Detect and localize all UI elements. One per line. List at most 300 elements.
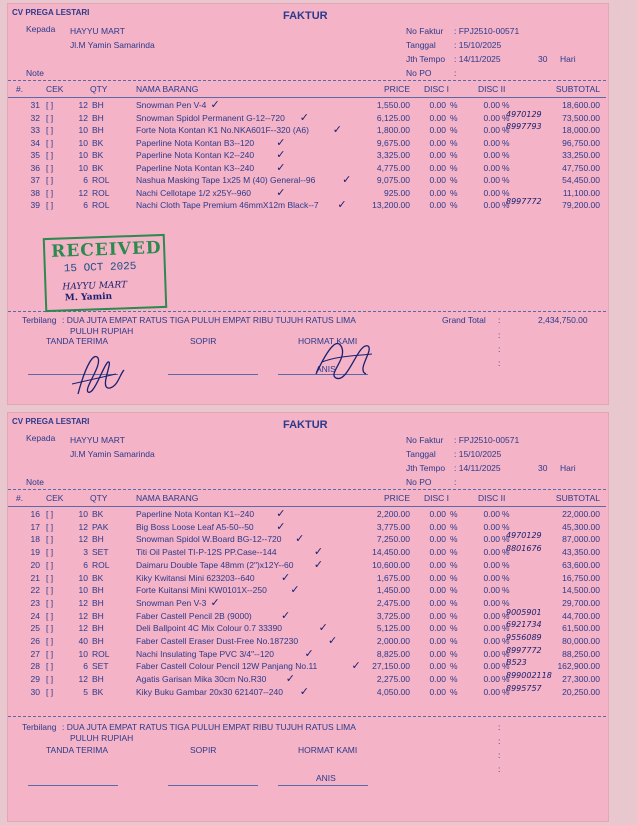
handwritten-code: 8995757: [506, 683, 542, 693]
row-price: 3,725.00: [376, 610, 410, 621]
row-name: Forte Nota Kontan K1 No.NKA601F--320 (A6): [136, 125, 309, 135]
row-disc2: 0.00: [483, 610, 500, 621]
row-name: Paperline Nota Kontan K2--240: [136, 150, 255, 160]
row-cek: [ ]: [46, 100, 54, 110]
invoice-copy-bottom: CV PREGA LESTARI FAKTUR Kepada HAYYU MART Jl.M Yamin Samarinda Note No Faktur : FPJ2510-00571 Tanggal : 15/10/2025 Jth Tempo : 14/11/2025 30 Hari No PO : #. CEK QTY NAMA BARANG PRICE DISC I DISC II SUBTOTAL 16 [ ] 10 BK Paperline Nota Kontan K1--240 2,200.00 0.00 % 0.00 % 22,000.00 ✓ 17 [ ] 12 PAK Big Boss Loose Leaf A5-50--50 3,775.00 0.00 % 0.00 % 45,300.00 ✓ 18 [ ] 12 BH Snowman Spidol W.Board BG-12--720 7,250.00 0.00 % 0.00 % 87,000.00 ✓ 4970129 19 [ ] 3 SET Titi Oil Pastel TI-P-12S PP.Case--144 14,450.00 0.00 % 0.00 % 43,350.00 ✓ 8801676 20 [ ] 6 ROL Daimaru Double Tape 48mm (2")x12Y--60 10,600.00 0.00 % 0.00 % 63,600.00 ✓ 21 [ ] 10 BK Kiky Kwitansi Mini 623203--640 1,675.00 0.00 % 0.00 % 16,750.00 ✓ 22 [ ] 10 BH Forte Kuitansi Mini KW0101X--250 1,450.00 0.00 % 0.00 % 14,500.00 ✓ 23 [ ] 12 BH Snowman Pen V-3 2,475.00 0.00 % 0.00 % 29,700.00 ✓ 24 [ ] 12 BH Faber Castell Pencil 2B (9000) 3,725.00 0.00 % 0.00 % 44,700.00 ✓ 9005901 25 [ ] 12 BH Deli Ballpoint 4C Mix Colour 0.7 33390 5,125.00 0.00 % 0.00 % 61,500.00 ✓ 6921734 26 [ ] 40 BH Faber Castell Eraser Dust-Free No.187230 2,000.00 0.00 % 0.00 % 80,000.00 ✓ 9556089 27 [ ] 10 ROL Nachi Insulating Tape PVC 3/4"--120 8,825.00 0.00 % 0.00 % 88,250.00 ✓ 8997772 28 [ ] 6 SET Faber Castell Colour Pencil 12W Panjang No.11 27,150.00 0.00 % 0.00 % 162,900.00 ✓ B523 29 [ ] 12 BH Agatis Garisan Mika 30cm No.R30 2,275.00 0.00 % 0.00 % 27,300.00 ✓ 899002118 30 [ ] 5 BK Kiky Buku Gambar 20x30 621407--240 4,050.00 0.00 % 0.00 % 20,250.00 ✓ 8995757 Terbilang : DUA JUTA EMPAT RATUS TIGA PULUH EMPAT RIBU TUJUH RATUS LIMA PULUH RUPIAH : : : : TANDA TERIMA SOPIR HORMAT KAMI ANIS: [8, 413, 608, 821]
row-disc1: 0.00: [429, 661, 446, 672]
check-mark-icon: ✓: [276, 520, 286, 533]
row-disc1-pct: %: [450, 559, 458, 570]
row-qty: 12: [78, 534, 88, 545]
row-disc2-pct: %: [502, 597, 510, 608]
row-disc1-pct: %: [450, 534, 458, 545]
check-mark-icon: ✓: [332, 124, 342, 136]
row-disc2-pct: %: [502, 686, 510, 697]
row-disc2: 0.00: [483, 585, 500, 596]
row-unit: BK: [92, 686, 104, 697]
row-subtotal: 79,200.00: [562, 200, 600, 210]
sig-tanda-terima: TANDA TERIMA: [46, 336, 109, 346]
row-no: 17: [30, 521, 40, 532]
row-cek: [ ]: [46, 572, 54, 583]
row-qty: 3: [83, 547, 88, 558]
row-cek: [ ]: [46, 521, 54, 532]
row-disc2-pct: %: [502, 100, 510, 110]
row-disc1: 0.00: [429, 187, 446, 198]
row-disc1: 0.00: [429, 585, 446, 596]
row-unit: BH: [92, 636, 104, 646]
row-name: Faber Castell Eraser Dust-Free No.187230: [136, 636, 299, 646]
row-qty: 40: [78, 636, 88, 646]
invoice-title: FAKTUR: [283, 10, 328, 22]
check-mark-icon: ✓: [337, 199, 347, 211]
row-unit: BK: [92, 509, 104, 519]
row-price: 8,825.00: [376, 648, 410, 659]
row-no: 16: [30, 509, 40, 519]
row-disc1: 0.00: [429, 597, 446, 608]
row-disc1-pct: %: [450, 137, 458, 148]
handwritten-code: 8997772: [506, 197, 542, 206]
row-cek: [ ]: [46, 648, 54, 659]
check-mark-icon: ✓: [281, 571, 291, 584]
check-mark-icon: ✓: [342, 174, 352, 186]
row-disc2: 0.00: [483, 559, 500, 570]
tanggal-value: : 15/10/2025: [454, 449, 502, 459]
tanggal-label: Tanggal: [406, 40, 436, 50]
row-disc1: 0.00: [429, 125, 446, 135]
check-mark-icon: ✓: [285, 673, 295, 686]
row-price: 1,800.00: [376, 125, 410, 135]
row-price: 3,325.00: [376, 150, 410, 160]
row-disc1-pct: %: [450, 610, 458, 621]
row-no: 32: [30, 112, 40, 123]
terbilang-text: : DUA JUTA EMPAT RATUS TIGA PULUH EMPAT RIBU TUJUH RATUS LIMA: [62, 722, 356, 732]
row-disc2: 0.00: [483, 150, 500, 160]
company-name: CV PREGA LESTARI: [12, 417, 90, 426]
row-disc1-pct: %: [450, 125, 458, 135]
check-mark-icon: ✓: [276, 149, 286, 161]
row-qty: 12: [78, 521, 88, 532]
note-label: Note: [26, 68, 44, 78]
table-row: [8, 150, 606, 163]
row-name: Snowman Pen V-3: [136, 597, 207, 608]
row-price: 5,125.00: [376, 623, 410, 634]
stamp-date: 15 OCT 2025: [63, 260, 137, 276]
jth-label: Jth Tempo: [406, 463, 446, 473]
row-price: 14,450.00: [372, 547, 410, 558]
row-disc1: 0.00: [429, 572, 446, 583]
row-no: 20: [30, 559, 40, 570]
row-disc2-pct: %: [502, 137, 510, 148]
sig-anis: ANIS: [316, 773, 336, 783]
row-disc1: 0.00: [429, 636, 446, 646]
nofaktur-value: : FPJ2510-00571: [454, 435, 520, 445]
row-qty: 6: [83, 559, 88, 570]
row-disc2-pct: %: [502, 200, 510, 210]
row-disc2-pct: %: [502, 547, 510, 558]
row-unit: BH: [92, 597, 104, 608]
stamp-name: M. Yamin: [64, 291, 113, 304]
row-no: 22: [30, 585, 40, 596]
row-disc1: 0.00: [429, 623, 446, 634]
row-disc1: 0.00: [429, 686, 446, 697]
check-mark-icon: ✓: [295, 533, 305, 546]
row-no: 25: [30, 623, 40, 634]
row-disc2-pct: %: [502, 648, 510, 659]
row-name: Forte Kuitansi Mini KW0101X--250: [136, 585, 267, 596]
row-disc1: 0.00: [429, 610, 446, 621]
row-disc2: 0.00: [483, 509, 500, 519]
check-mark-icon: ✓: [328, 635, 338, 647]
row-disc1: 0.00: [429, 137, 446, 148]
signature-receiver: [58, 344, 128, 400]
row-price: 9,675.00: [376, 137, 410, 148]
terbilang-text-2: PULUH RUPIAH: [70, 733, 134, 743]
row-disc1-pct: %: [450, 636, 458, 646]
row-unit: ROL: [92, 648, 110, 659]
handwritten-code: 4970129: [506, 109, 542, 119]
table-row: [8, 122, 606, 138]
row-name: Big Boss Loose Leaf A5-50--50: [136, 521, 254, 532]
days-label: Hari: [560, 463, 576, 473]
stamp-store: HAYYU MART: [62, 280, 128, 293]
sig-hormat-kami: HORMAT KAMI: [298, 336, 358, 346]
row-no: 35: [30, 150, 40, 160]
row-disc1-pct: %: [450, 112, 458, 123]
row-subtotal: 73,500.00: [562, 112, 600, 123]
row-cek: [ ]: [46, 597, 54, 608]
row-qty: 12: [78, 623, 88, 634]
row-qty: 10: [78, 162, 88, 173]
row-qty: 12: [78, 674, 88, 685]
row-unit: BH: [92, 610, 104, 621]
handwritten-code: 8801676: [506, 544, 542, 554]
terbilang-text: : DUA JUTA EMPAT RATUS TIGA PULUH EMPAT RIBU TUJUH RATUS LIMA: [62, 315, 356, 325]
row-disc1-pct: %: [450, 100, 458, 110]
row-disc2-pct: %: [502, 623, 510, 634]
row-unit: BK: [92, 150, 104, 160]
row-disc2: 0.00: [483, 521, 500, 532]
row-price: 7,250.00: [376, 534, 410, 545]
sig-sopir: SOPIR: [190, 336, 217, 346]
row-disc1-pct: %: [450, 597, 458, 608]
row-price: 13,200.00: [372, 200, 410, 210]
row-cek: [ ]: [46, 162, 54, 173]
row-subtotal: 33,250.00: [562, 150, 600, 160]
nopo-value: :: [454, 477, 457, 487]
row-price: 2,275.00: [376, 674, 410, 685]
row-qty: 10: [78, 648, 88, 659]
row-disc2: 0.00: [483, 200, 500, 210]
handwritten-code: 899002118: [506, 671, 552, 681]
row-subtotal: 27,300.00: [562, 674, 600, 685]
nopo-label: No PO: [406, 68, 432, 78]
row-no: 36: [30, 162, 40, 173]
table-row: [8, 683, 606, 700]
row-name: Daimaru Double Tape 48mm (2")x12Y--60: [136, 559, 294, 570]
table-header: #. CEK QTY NAMA BARANG PRICE DISC I DISC II SUBTOTAL: [16, 493, 600, 503]
row-unit: ROL: [92, 200, 110, 210]
handwritten-code: 4970129: [506, 531, 542, 541]
row-no: 31: [30, 100, 40, 110]
kepada-label: Kepada: [26, 24, 56, 34]
row-price: 3,775.00: [376, 521, 410, 532]
row-name: Nachi Cellotape 1/2 x25Y--960: [136, 187, 251, 198]
row-disc2: 0.00: [483, 534, 500, 545]
row-no: 19: [30, 547, 40, 558]
row-disc2: 0.00: [483, 125, 500, 135]
row-name: Nachi Cloth Tape Premium 46mmX12m Black--7: [136, 200, 319, 210]
row-disc2-pct: %: [502, 187, 510, 198]
row-name: Nachi Insulating Tape PVC 3/4"--120: [136, 648, 274, 659]
row-disc2-pct: %: [502, 150, 510, 160]
row-price: 1,675.00: [376, 572, 410, 583]
check-mark-icon: ✓: [313, 558, 324, 571]
row-disc1: 0.00: [429, 100, 446, 110]
row-subtotal: 20,250.00: [562, 686, 600, 697]
row-subtotal: 11,100.00: [562, 187, 600, 198]
row-no: 34: [30, 137, 40, 148]
row-cek: [ ]: [46, 200, 54, 210]
row-unit: ROL: [92, 187, 110, 198]
row-unit: BH: [92, 125, 104, 135]
check-mark-icon: ✓: [276, 508, 286, 520]
row-cek: [ ]: [46, 623, 54, 634]
table-header: #. CEK QTY NAMA BARANG PRICE DISC I DISC II SUBTOTAL: [16, 84, 600, 94]
terbilang-label: Terbilang: [22, 315, 57, 325]
handwritten-code: B523: [506, 658, 527, 668]
row-unit: BK: [92, 572, 104, 583]
row-disc1-pct: %: [450, 648, 458, 659]
row-subtotal: 45,300.00: [562, 521, 600, 532]
row-disc2-pct: %: [502, 636, 510, 646]
row-subtotal: 63,600.00: [562, 559, 600, 570]
row-qty: 6: [83, 661, 88, 672]
row-qty: 12: [78, 597, 88, 608]
row-disc1-pct: %: [450, 674, 458, 685]
row-price: 4,775.00: [376, 162, 410, 173]
row-qty: 10: [78, 150, 88, 160]
row-cek: [ ]: [46, 661, 54, 672]
row-no: 28: [30, 661, 40, 672]
row-name: Kiky Buku Gambar 20x30 621407--240: [136, 686, 283, 697]
row-disc2: 0.00: [483, 175, 500, 185]
row-qty: 10: [78, 509, 88, 519]
check-mark-icon: ✓: [351, 660, 361, 673]
table-row: [8, 197, 606, 213]
sig-hormat-kami: HORMAT KAMI: [298, 745, 358, 755]
row-subtotal: 43,350.00: [562, 547, 600, 558]
row-disc2: 0.00: [483, 162, 500, 173]
check-mark-icon: ✓: [276, 186, 286, 199]
row-unit: ROL: [92, 559, 110, 570]
row-disc2: 0.00: [483, 597, 500, 608]
stamp-received: RECEIVED: [50, 238, 162, 262]
check-mark-icon: ✓: [290, 584, 300, 597]
days-value: 30: [538, 54, 548, 64]
row-disc1-pct: %: [450, 150, 458, 160]
row-disc2: 0.00: [483, 572, 500, 583]
row-subtotal: 14,500.00: [562, 585, 600, 596]
row-disc1-pct: %: [450, 623, 458, 634]
row-cek: [ ]: [46, 585, 54, 596]
row-disc1-pct: %: [450, 521, 458, 532]
nopo-value: :: [454, 68, 457, 78]
row-disc1-pct: %: [450, 200, 458, 210]
sig-anis: ANIS: [316, 364, 336, 374]
row-subtotal: 22,000.00: [562, 509, 600, 519]
row-disc2-pct: %: [502, 572, 510, 583]
row-disc2: 0.00: [483, 661, 500, 672]
row-cek: [ ]: [46, 559, 54, 570]
row-qty: 10: [78, 585, 88, 596]
row-unit: BH: [92, 112, 104, 123]
check-mark-icon: ✓: [210, 99, 220, 111]
row-unit: BH: [92, 585, 104, 596]
note-label: Note: [26, 477, 44, 487]
row-cek: [ ]: [46, 674, 54, 685]
row-no: 33: [30, 125, 40, 135]
row-disc1: 0.00: [429, 112, 446, 123]
row-disc2: 0.00: [483, 686, 500, 697]
row-qty: 10: [78, 572, 88, 583]
invoice-copy-top: CV PREGA LESTARI FAKTUR Kepada HAYYU MART Jl.M Yamin Samarinda Note No Faktur : FPJ2510-00571 Tanggal : 15/10/2025 Jth Tempo : 14/11/2025 30 Hari No PO : #. CEK QTY NAMA BARANG PRICE DISC I DISC II SUBTOTAL 31 [ ] 12 BH Snowman Pen V-4 1,550.00 0.00 % 0.00 % 18,600.00 ✓ 32 [ ] 12 BH Snowman Spidol Permanent G-12--720 6,125.00 0.00 % 0.00 % 73,500.00 ✓ 4970129 33 [ ] 10 BH Forte Nota Kontan K1 No.NKA601F--320 (A6) 1,800.00 0.00 % 0.00 % 18,000.00 ✓ 8997793 34 [ ] 10 BK Paperline Nota Kontan B3--120 9,675.00 0.00 % 0.00 % 96,750.00 ✓ 35 [ ] 10 BK Paperline Nota Kontan K2--240 3,325.00 0.00 % 0.00 % 33,250.00 ✓ 36 [ ] 10 BK Paperline Nota Kontan K3--240 4,775.00 0.00 % 0.00 % 47,750.00 ✓ 37 [ ] 6 ROL Nashua Masking Tape 1x25 M (40) General--96 9,075.00 0.00 % 0.00 % 54,450.00 ✓ 38 [ ] 12 ROL Nachi Cellotape 1/2 x25Y--960 925.00 0.00 % 0.00 % 11,100.00 ✓ 39 [ ] 6 ROL Nachi Cloth Tape Premium 46mmX12m Black--7 13,200.00 0.00 % 0.00 % 79,200.00 ✓ 8997772 Terbilang : DUA JUTA EMPAT RATUS TIGA PULUH EMPAT RIBU TUJUH RATUS LIMA PULUH RUPIAH Grand Total : 2,434,750.00 : : : TANDA TERIMA SOPIR HORMAT KAMI ANIS RECEIVED 15 OCT 2025 HAYYU MART M. Yamin: [8, 4, 608, 404]
row-disc2: 0.00: [483, 636, 500, 646]
row-no: 21: [30, 572, 40, 583]
row-cek: [ ]: [46, 534, 54, 545]
row-qty: 12: [78, 187, 88, 198]
row-cek: [ ]: [46, 547, 54, 558]
row-unit: BH: [92, 623, 104, 634]
row-name: Nashua Masking Tape 1x25 M (40) General--96: [136, 175, 316, 185]
row-qty: 6: [83, 200, 88, 210]
row-no: 24: [30, 610, 40, 621]
days-label: Hari: [560, 54, 576, 64]
row-disc2-pct: %: [502, 585, 510, 596]
row-price: 27,150.00: [372, 661, 410, 672]
row-name: Titi Oil Pastel TI-P-12S PP.Case--144: [136, 547, 277, 558]
row-disc1-pct: %: [450, 572, 458, 583]
row-name: Deli Ballpoint 4C Mix Colour 0.7 33390: [136, 623, 282, 634]
row-price: 2,000.00: [376, 636, 410, 646]
row-qty: 10: [78, 125, 88, 135]
customer-address: Jl.M Yamin Samarinda: [70, 40, 155, 50]
jth-value: : 14/11/2025: [454, 463, 501, 473]
row-disc1: 0.00: [429, 150, 446, 160]
row-disc1: 0.00: [429, 547, 446, 558]
check-mark-icon: ✓: [210, 596, 220, 609]
row-price: 4,050.00: [376, 686, 410, 697]
row-disc2: 0.00: [483, 674, 500, 685]
check-mark-icon: ✓: [299, 111, 310, 124]
row-disc1-pct: %: [450, 686, 458, 697]
row-no: 38: [30, 187, 40, 198]
row-unit: BK: [92, 162, 104, 173]
row-name: Agatis Garisan Mika 30cm No.R30: [136, 674, 267, 685]
nofaktur-label: No Faktur: [406, 26, 444, 36]
check-mark-icon: ✓: [281, 609, 291, 622]
row-name: Paperline Nota Kontan K3--240: [136, 162, 255, 173]
table-row: [8, 509, 606, 522]
row-disc2-pct: %: [502, 559, 510, 570]
row-disc1: 0.00: [429, 674, 446, 685]
company-name: CV PREGA LESTARI: [12, 8, 90, 17]
row-subtotal: 87,000.00: [562, 534, 600, 545]
row-unit: PAK: [92, 521, 109, 532]
table-row: [8, 138, 606, 151]
handwritten-code: 6921734: [506, 620, 542, 630]
row-name: Snowman Spidol W.Board BG-12--720: [136, 534, 282, 545]
row-disc2: 0.00: [483, 112, 500, 123]
row-subtotal: 29,700.00: [562, 597, 600, 608]
jth-value: : 14/11/2025: [454, 54, 501, 64]
check-mark-icon: ✓: [276, 136, 286, 149]
check-mark-icon: ✓: [304, 647, 314, 660]
grand-total-value: 2,434,750.00: [538, 315, 588, 325]
row-disc1: 0.00: [429, 534, 446, 545]
handwritten-code: 9556089: [506, 633, 542, 642]
row-subtotal: 18,600.00: [562, 100, 600, 110]
grand-total-label: Grand Total: [442, 315, 486, 325]
row-disc2-pct: %: [502, 661, 510, 672]
row-unit: BK: [92, 137, 104, 148]
row-disc1-pct: %: [450, 661, 458, 672]
row-no: 23: [30, 597, 40, 608]
check-mark-icon: ✓: [299, 685, 310, 698]
row-disc2-pct: %: [502, 674, 510, 685]
row-disc2-pct: %: [502, 509, 510, 519]
row-cek: [ ]: [46, 509, 54, 519]
jth-label: Jth Tempo: [406, 54, 446, 64]
table-row: [8, 544, 606, 560]
row-disc2-pct: %: [502, 175, 510, 185]
row-subtotal: 88,250.00: [562, 648, 600, 659]
row-disc2-pct: %: [502, 610, 510, 621]
grand-total-colon: :: [498, 315, 501, 325]
row-unit: SET: [92, 661, 109, 672]
row-disc1: 0.00: [429, 509, 446, 519]
row-qty: 10: [78, 137, 88, 148]
handwritten-code: 9005901: [506, 607, 542, 617]
row-unit: SET: [92, 547, 109, 558]
customer-address: Jl.M Yamin Samarinda: [70, 449, 155, 459]
row-name: Kiky Kwitansi Mini 623203--640: [136, 572, 255, 583]
row-disc2: 0.00: [483, 648, 500, 659]
table-row: [8, 163, 606, 176]
table-row: [8, 573, 606, 586]
row-disc1: 0.00: [429, 559, 446, 570]
table-row: [8, 585, 606, 598]
row-no: 27: [30, 648, 40, 659]
row-disc2-pct: %: [502, 125, 510, 135]
signature-sender: [308, 334, 378, 390]
row-cek: [ ]: [46, 175, 54, 185]
table-row: [8, 560, 606, 573]
kepada-label: Kepada: [26, 433, 56, 443]
row-disc1-pct: %: [450, 585, 458, 596]
tanggal-label: Tanggal: [406, 449, 436, 459]
row-disc1-pct: %: [450, 187, 458, 198]
row-price: 925.00: [384, 187, 410, 198]
row-cek: [ ]: [46, 137, 54, 148]
row-name: Snowman Spidol Permanent G-12--720: [136, 112, 285, 123]
row-cek: [ ]: [46, 150, 54, 160]
row-name: Faber Castell Pencil 2B (9000): [136, 610, 252, 621]
row-disc2: 0.00: [483, 100, 500, 110]
nofaktur-value: : FPJ2510-00571: [454, 26, 520, 36]
row-disc2: 0.00: [483, 137, 500, 148]
row-subtotal: 80,000.00: [562, 636, 600, 646]
check-mark-icon: ✓: [313, 546, 324, 559]
row-qty: 12: [78, 610, 88, 621]
